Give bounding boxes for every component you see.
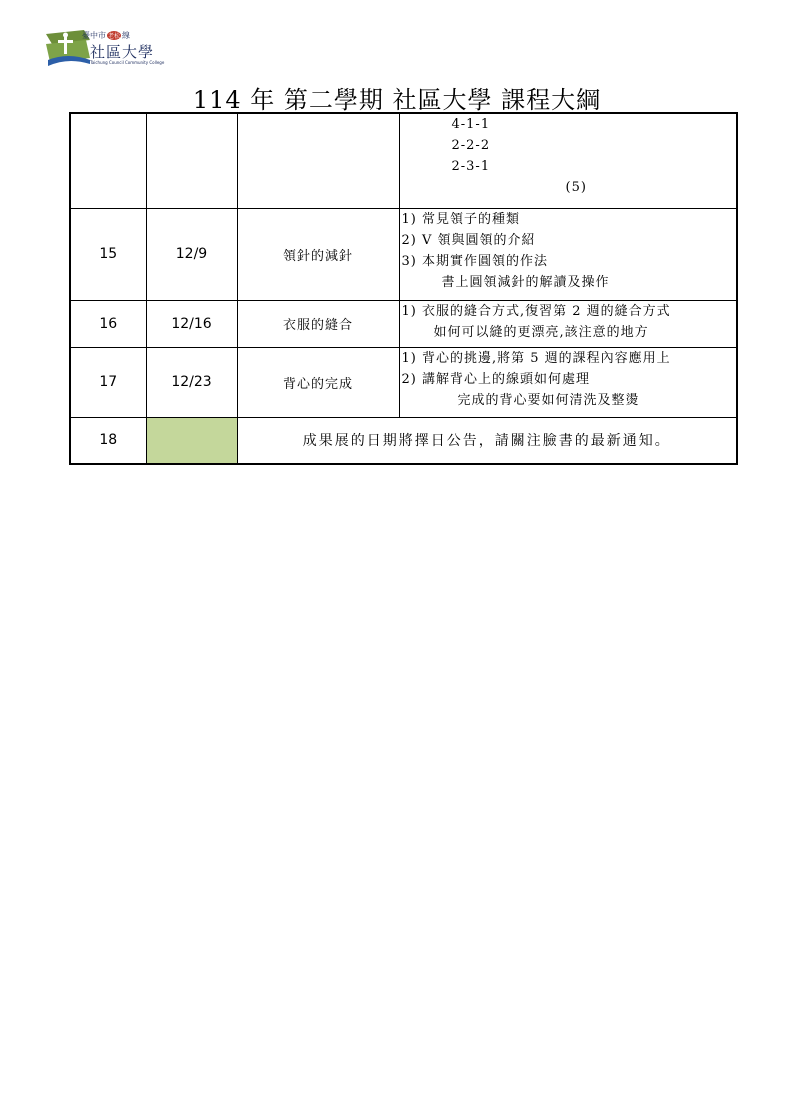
table-row bbox=[70, 113, 737, 208]
content-line: 2-2-2 bbox=[451, 138, 491, 153]
content-line: 2) V 領與圓領的介紹 bbox=[401, 232, 536, 248]
content-line: 4-1-1 bbox=[451, 117, 491, 132]
content-cell bbox=[399, 113, 737, 208]
page-title: 114 年 第二學期 社區大學 課程大綱 bbox=[192, 86, 602, 114]
content-cell bbox=[399, 300, 737, 347]
syllabus-table bbox=[69, 112, 738, 465]
week-cell: 18 bbox=[70, 417, 146, 464]
content-line: 完成的背心要如何清洗及整燙 bbox=[457, 392, 640, 408]
date-cell bbox=[146, 113, 237, 208]
content-cell bbox=[399, 208, 737, 300]
content-cell bbox=[399, 347, 737, 417]
content-line: 2-3-1 bbox=[451, 159, 491, 174]
content-line: 1) 常見領子的種類 bbox=[401, 211, 520, 227]
logo-top-text: 臺中市 老松 線 bbox=[82, 31, 131, 40]
topic-cell: 背心的完成 bbox=[237, 347, 399, 417]
content-line: 1) 衣服的縫合方式,復習第 2 週的縫合方式 bbox=[401, 303, 671, 319]
week-cell: 15 bbox=[70, 208, 146, 300]
content-line: 如何可以縫的更漂亮,該注意的地方 bbox=[433, 324, 649, 340]
content-line: 2) 講解背心上的線頭如何處理 bbox=[401, 371, 590, 387]
week-cell bbox=[70, 113, 146, 208]
table-row bbox=[70, 347, 737, 417]
logo-main-text: 社區大學 bbox=[90, 43, 155, 61]
table-row bbox=[70, 300, 737, 347]
week-cell: 17 bbox=[70, 347, 146, 417]
content-line: 書上圓領減針的解讀及操作 bbox=[441, 274, 610, 290]
table-row bbox=[70, 417, 737, 464]
topic-cell: 衣服的縫合 bbox=[237, 300, 399, 347]
logo bbox=[44, 28, 184, 70]
logo-badge: 老松 bbox=[108, 33, 121, 40]
logo-sub-text: Taichung Council Community College bbox=[90, 60, 165, 65]
content-line: 1) 背心的挑邊,將第 5 週的課程內容應用上 bbox=[401, 350, 671, 366]
week-cell: 16 bbox=[70, 300, 146, 347]
table-row bbox=[70, 208, 737, 300]
content-line: 3) 本期實作圓領的作法 bbox=[401, 253, 548, 269]
highlight-cell bbox=[146, 417, 237, 464]
date-cell: 12/16 bbox=[146, 300, 237, 347]
date-cell: 12/23 bbox=[146, 347, 237, 417]
topic-cell bbox=[237, 113, 399, 208]
topic-cell: 領針的減針 bbox=[237, 208, 399, 300]
notice-cell: 成果展的日期將擇日公告，請關注臉書的最新通知。 bbox=[237, 417, 737, 464]
content-line: (5) bbox=[565, 180, 587, 195]
date-cell: 12/9 bbox=[146, 208, 237, 300]
